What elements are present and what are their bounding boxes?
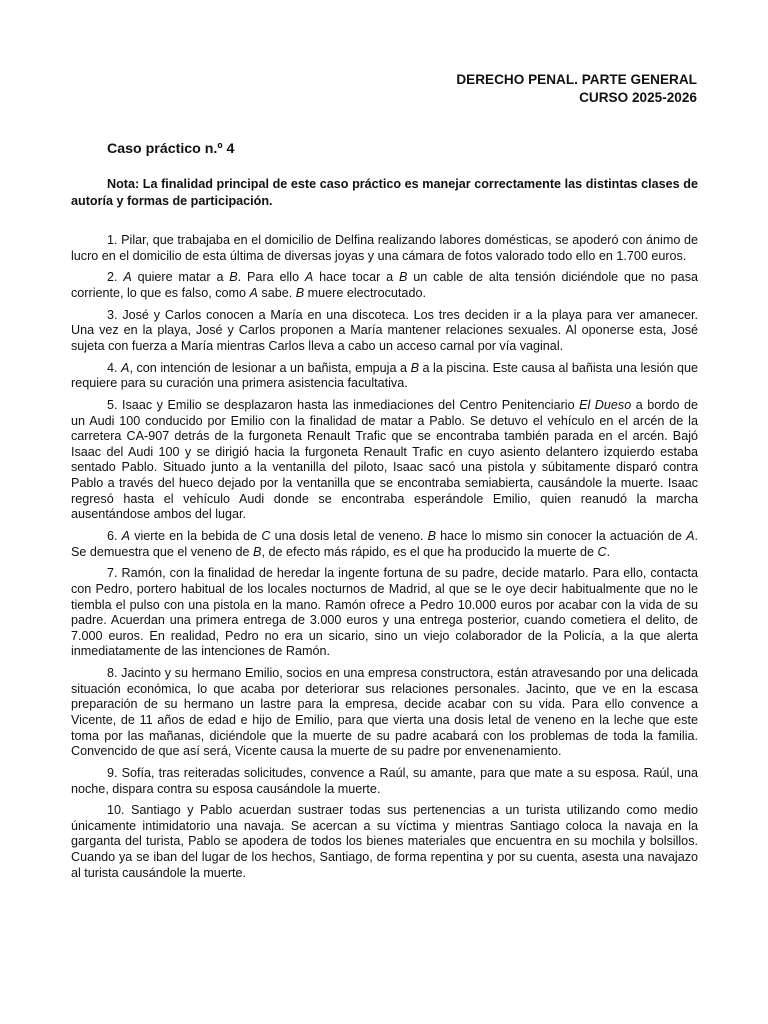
case-paragraph [71, 233, 698, 264]
case-text: a la piscina. Este causa al bañista una lesión que requiere para su curación una primera asistencia facultativa. [71, 360, 698, 391]
case-paragraph [71, 803, 698, 881]
case-text: 2. [107, 270, 124, 285]
case-text: muere electrocutado. [304, 285, 426, 300]
course-header [456, 71, 697, 107]
case-paragraph [71, 308, 698, 355]
case-paragraph [71, 666, 698, 760]
case-text: 4. [107, 360, 122, 375]
case-paragraph [71, 270, 698, 301]
case-italic-text: A [123, 270, 132, 285]
case-italic-text: A [304, 270, 314, 285]
case-italic-text: C [261, 529, 271, 544]
case-text: vierte en la bebida de [130, 529, 262, 544]
course-title: DERECHO PENAL. PARTE GENERAL [456, 72, 697, 87]
case-text: 7. Ramón, con la finalidad de heredar la ingente fortuna de su padre, decide matarlo. Para ello, contacta con Pedro, portero habitual de los locales nocturnos de Madrid, al que se le oye decir habitualmente que no le tiembla el pulso con una pistola en la mano. Ramón ofrece a Pedro 10.000 euros por acabar con la vida de su padre. Acuerdan una primera entrega de 3.000 euros y una entrega posterior, cuando cometiera el delito, de 7.000 euros. En realidad, Pedro no era un sicario, sino un viejo colaborador de la Policía, a la que alerta inmediatamente de las intenciones de Ramón. [71, 566, 698, 659]
case-italic-text: B [253, 544, 262, 559]
case-text: 6. [107, 529, 122, 544]
case-text: 5. Isaac y Emilio se desplazaron hasta las inmediaciones del Centro Penitenciario [107, 398, 580, 413]
course-year: CURSO 2025-2026 [579, 90, 697, 105]
case-text: hace tocar a [313, 270, 399, 285]
case-italic-text: B [295, 285, 305, 300]
case-italic-text: El Dueso [579, 398, 632, 413]
case-text: 9. Sofía, tras reiteradas solicitudes, convence a Raúl, su amante, para que mate a su esposa. Raúl, una noche, dispara contra su esposa causándole la muerte. [71, 765, 698, 796]
case-text: 8. Jacinto y su hermano Emilio, socios en una empresa constructora, están atravesando por una delicada situación económica, lo que acaba por deteriorar sus relaciones personales. Jacinto, que ve en la escasa preparación de su hermano un lastre para la empresa, decide acabar con su vida. Para ello convence a Vicente, de 11 años de edad e hijo de Emilio, para que vierta una dosis letal de veneno en la leche que este toma por las mañanas, diciéndole que la muerte de su padre acabará con los problemas de toda la familia. Convencido de que así será, Vicente causa la muerte de su padre por envenenamiento. [71, 666, 698, 759]
case-paragraph [71, 766, 698, 797]
case-italic-text: A [121, 529, 131, 544]
case-italic-text: C [597, 544, 607, 559]
case-italic-text: B [427, 529, 437, 544]
case-text: . Se demuestra que el veneno de [71, 529, 698, 559]
case-italic-text: A [121, 360, 130, 375]
note-paragraph: Nota: La finalidad principal de este caso práctico es manejar correctamente las distintas clases de autoría y formas de participación. [71, 177, 698, 208]
case-text: , con intención de lesionar a un bañista, empuja a [129, 360, 411, 375]
case-paragraph [71, 398, 698, 523]
case-paragraph [71, 529, 698, 560]
case-text: sabe. [257, 285, 296, 300]
case-text: una dosis letal de veneno. [270, 529, 428, 544]
case-italic-text: B [410, 360, 419, 375]
case-text: 1. Pilar, que trabajaba en el domicilio de Delfina realizando labores domésticas, se apoderó con ánimo de lucro en el domicilio de esta última de diversas joyas y una cámara de fotos valorado todo ello en 1.700 euros. [71, 233, 698, 263]
case-paragraph [71, 566, 698, 660]
case-text: un cable de alta tensión diciéndole que no pasa corriente, lo que es falso, como [71, 270, 698, 300]
case-text: hace lo mismo sin conocer la actuación de [436, 529, 687, 544]
cases-list [71, 233, 698, 887]
case-text: . [606, 544, 611, 559]
case-italic-text: B [398, 270, 408, 285]
case-title: Caso práctico n.º 4 [107, 141, 235, 157]
case-italic-text: A [249, 285, 258, 300]
case-text: quiere matar a [131, 270, 230, 285]
case-italic-text: A [686, 529, 695, 544]
case-text: . Para ello [237, 270, 305, 285]
case-text: 10. Santiago y Pablo acuerdan sustraer todas sus pertenencias a un turista utilizando como medio únicamente intimidatorio una navaja. Se acercan a su víctima y mientras Santiago coloca la navaja en la garganta del turista, Pablo se apodera de todos los bienes materiales que encuentra en su mochila y bolsillos. Cuando ya se iban del lugar de los hechos, Santiago, de forma repentina y por su cuenta, asesta una navajazo al turista causándole la muerte. [71, 803, 698, 880]
case-italic-text: B [229, 270, 238, 285]
case-text: a bordo de un Audi 100 conducido por Emilio con la finalidad de matar a Pablo. Se detuvo el vehículo en el arcén de la carretera CA-907 detrás de la furgoneta Renault Trafic que se encontraba también parada en el arcén. Bajó Isaac del Audi 100 y se dirigió hacia la furgoneta Renault Trafic en cuyo asiento delantero izquierdo estaba sentado Pablo. Situado junto a la ventanilla del piloto, Isaac sacó una pistola y súbitamente disparó contra Pablo a través del hueco dejado por la ventanilla que se encontraba semiabierta, causándole la muerte. Isaac regresó hasta el vehículo Audi donde se encontraba esperándole Emilio, quien reanudó la marcha ausentándose ambos del lugar. [71, 398, 698, 522]
case-text: , de efecto más rápido, es el que ha producido la muerte de [261, 544, 598, 559]
case-text: 3. José y Carlos conocen a María en una discoteca. Los tres deciden ir a la playa para ver amanecer. Una vez en la playa, José y Carlos proponen a María mantener relaciones sexuales. Al oponerse esta, José sujeta con fuerza a María mientras Carlos lleva a cabo un acceso carnal por vía vaginal. [71, 307, 698, 353]
case-paragraph [71, 361, 698, 392]
